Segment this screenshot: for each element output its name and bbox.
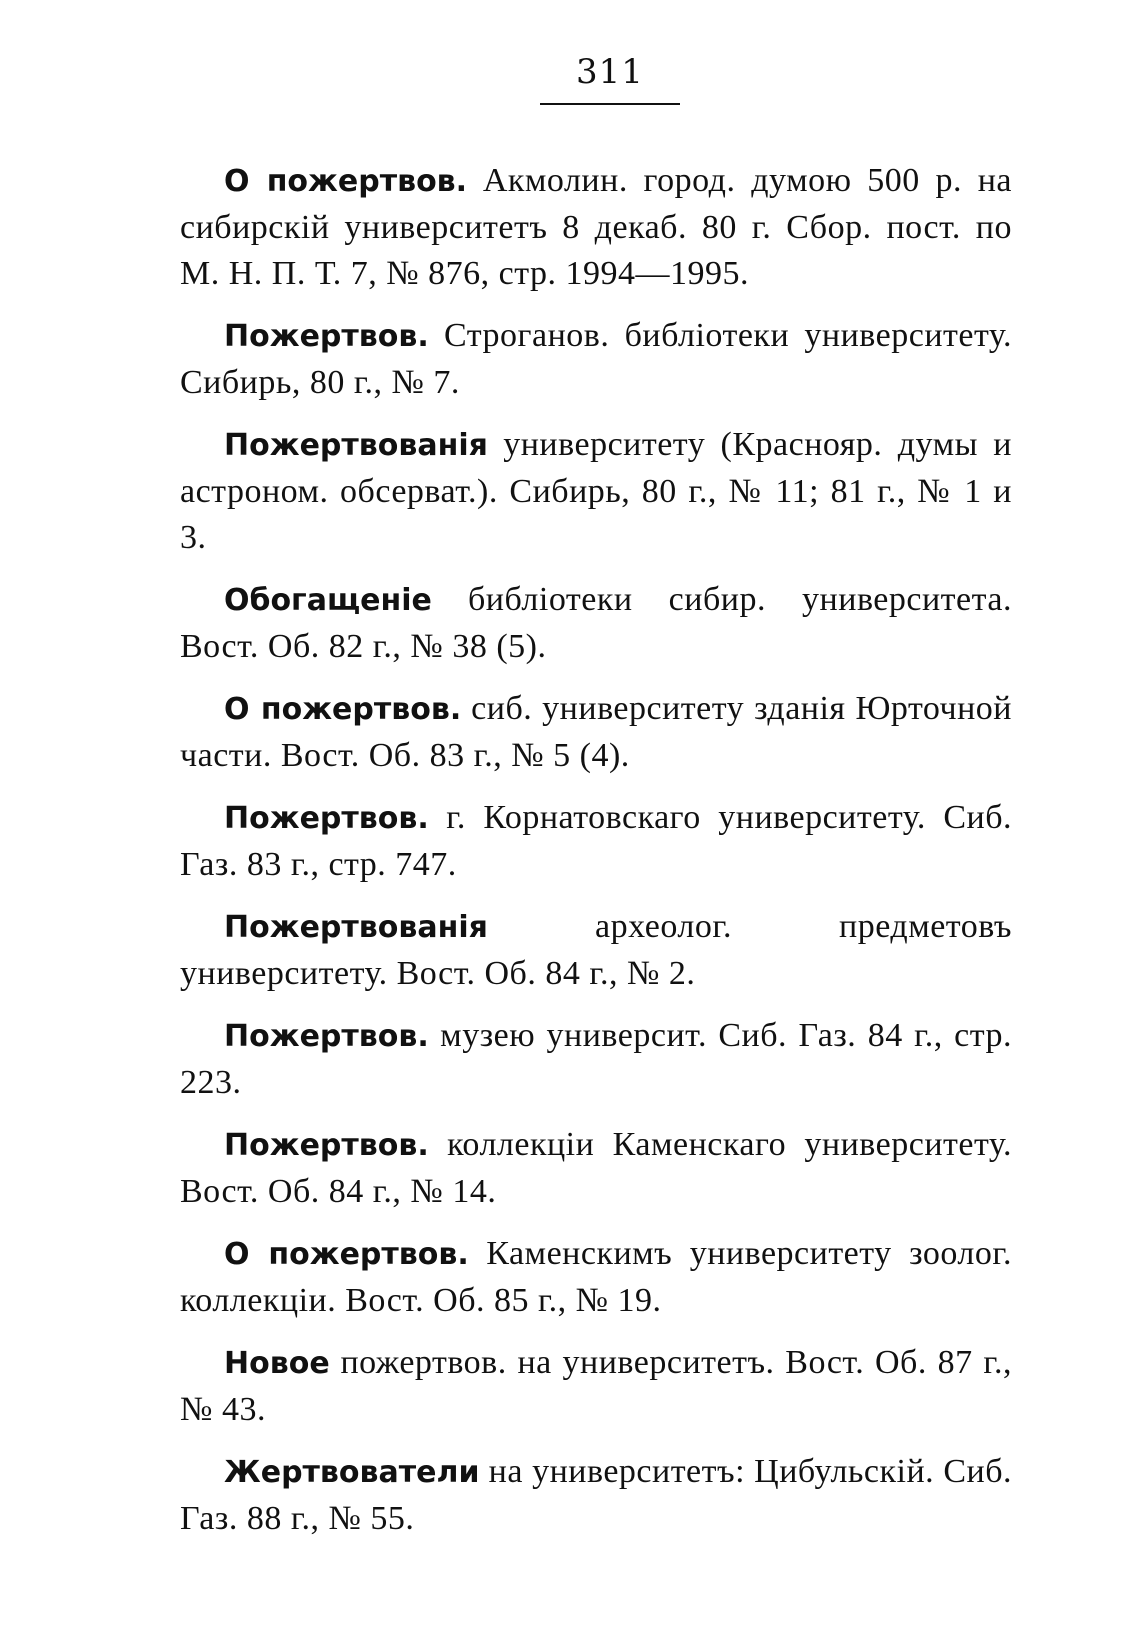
entry-heading: Пожертвов.: [224, 1128, 429, 1163]
bibliography-entry: [180, 1013, 1012, 1106]
entry-heading: Пожертвов.: [224, 801, 429, 836]
entry-text: пожертвов. на университетъ. Вост. Об. 87 г., № 43.: [180, 1344, 1012, 1428]
bibliography-entry: [180, 1340, 1012, 1433]
entry-heading: Обогащеніе: [224, 583, 432, 618]
entry-text: г. Корнатовскаго университету. Сиб. Газ. 83 г., стр. 747.: [180, 799, 1012, 883]
entry-text: археолог. предметовъ университету. Вост. Об. 84 г., № 2.: [180, 908, 1012, 992]
entry-heading: Пожертвов.: [224, 1019, 429, 1054]
bibliography-entry: [180, 158, 1012, 297]
entry-text: Каменскимъ университету зоолог. коллекціи. Вост. Об. 85 г., № 19.: [180, 1235, 1012, 1319]
entry-text: сиб. университету зданія Юрточной части. Вост. Об. 83 г., № 5 (4).: [180, 690, 1012, 774]
bibliography-list: [180, 158, 1012, 1558]
entry-text: Строганов. библіотеки университету. Сибирь, 80 г., № 7.: [180, 317, 1012, 401]
entry-heading: Пожертвованія: [224, 428, 488, 463]
bibliography-entry: [180, 686, 1012, 779]
bibliography-entry: [180, 795, 1012, 888]
entry-text: коллекціи Каменскаго университету. Вост. Об. 84 г., № 14.: [180, 1126, 1012, 1210]
bibliography-entry: [180, 1231, 1012, 1324]
entry-text: на университетъ: Цибульскій. Сиб. Газ. 88 г., № 55.: [180, 1453, 1012, 1537]
entry-text: Акмолин. город. думою 500 р. на сибирскій университетъ 8 декаб. 80 г. Сбор. пост. по М. Н. П. Т. 7, № 876, стр. 1994—1995.: [180, 162, 1013, 292]
entry-text: музею университ. Сиб. Газ. 84 г., стр. 223.: [180, 1017, 1012, 1101]
page-number: 311: [576, 52, 644, 92]
bibliography-entry: [180, 1122, 1012, 1215]
entry-heading: О пожертвов.: [224, 692, 462, 727]
entry-heading: О пожертвов.: [224, 1237, 469, 1272]
entry-heading: Жертвователи: [224, 1455, 480, 1490]
entry-heading: О пожертвов.: [224, 164, 468, 199]
bibliography-entry: [180, 1449, 1012, 1542]
bibliography-entry: [180, 422, 1012, 561]
page-number-underline: [540, 103, 680, 105]
entry-heading: Пожертвованія: [224, 910, 488, 945]
entry-text: университету (Краснояр. думы и астроном. обсерват.). Сибирь, 80 г., № 11; 81 г., № 1 и 3.: [180, 426, 1012, 556]
bibliography-entry: [180, 313, 1012, 406]
entry-heading: Новое: [224, 1346, 330, 1381]
entry-heading: Пожертвов.: [224, 319, 429, 354]
bibliography-entry: [180, 577, 1012, 670]
bibliography-entry: [180, 904, 1012, 997]
entry-text: библіотеки сибир. университета. Вост. Об. 82 г., № 38 (5).: [180, 581, 1012, 665]
